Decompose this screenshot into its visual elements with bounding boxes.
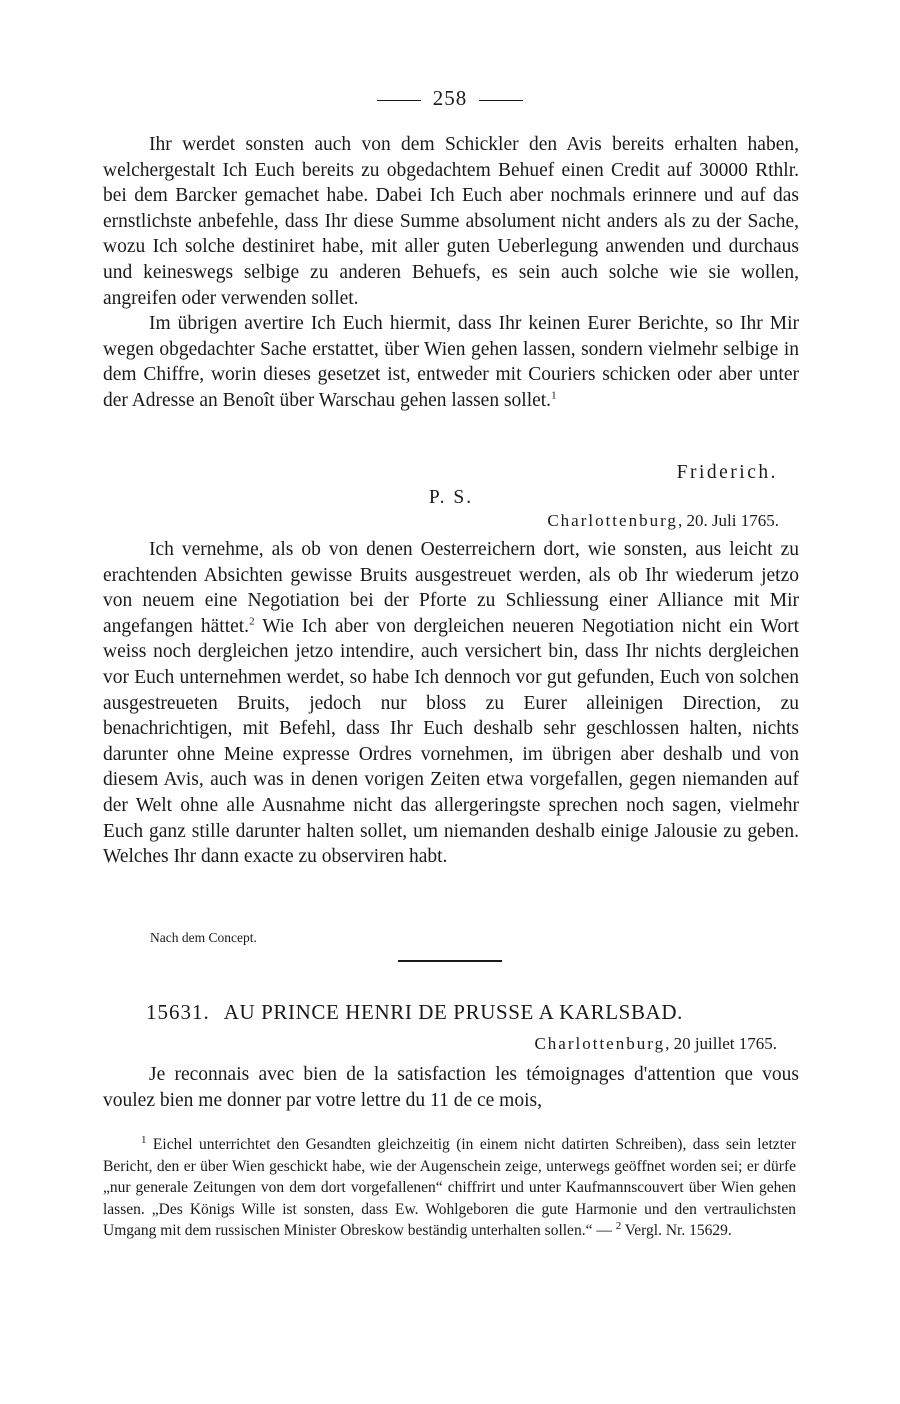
postscript-dateline <box>103 511 779 531</box>
footnote-ref-2: 2 <box>249 615 255 628</box>
paragraph-2-text: Im übrigen avertire Ich Euch hiermit, dass Ihr keinen Eurer Berichte, so Ihr Mir wegen obgedachter Sache erstattet, über Wien gehen lassen, sondern vielmehr selbige in dem Chiffre, worin dieses gesetzet ist, entweder mit Couriers schicken oder aber unter der Adresse an Benoît über Warschau gehen lassen sollet. <box>103 313 799 411</box>
page-header <box>0 86 900 111</box>
header-dash-right <box>479 100 523 101</box>
letter-title: AU PRINCE HENRI DE PRUSSE A KARLSBAD. <box>223 1000 683 1024</box>
postscript-place: Charlottenburg <box>547 511 678 530</box>
footnotes <box>103 1134 796 1242</box>
postscript-date: , 20. Juli 1765. <box>677 511 779 530</box>
footnote-ref-1: 1 <box>551 389 557 402</box>
postscript-body <box>103 537 799 870</box>
letter-date: , 20 juillet 1765. <box>665 1034 777 1053</box>
footnote-2-text: Vergl. Nr. 15629. <box>621 1222 732 1240</box>
letter-heading <box>146 1000 806 1025</box>
footnote-2-mark: 2 <box>615 1220 622 1233</box>
letter-dateline <box>103 1034 777 1054</box>
letter-place: Charlottenburg <box>534 1034 666 1053</box>
page-number: 258 <box>432 86 468 110</box>
section-divider <box>398 960 502 962</box>
header-dash-left <box>377 100 421 101</box>
paragraph-2 <box>103 311 799 413</box>
postscript-label: P. S. <box>428 487 474 508</box>
footnote-1-text: Eichel unterrichtet den Gesandten gleichzeitig (in einem nicht datirten Schreiben), dass sein letzter Bericht, den er über Wien geschickt habe, wie der Augenschein zeige, unterwegs geöffnet worden sei; er dürfe „nur generale Zeitungen von dem dort vorgefallenen“ chiffrirt und unter Kaufmannscouvert über Wien gehen lassen. „Des Königs Wille ist sonsten, dass Ew. Wohlgeboren die gute Harmonie und den vertraulichsten Umgang mit dem russischen Minister Obreskow beständig unterhalten sollen.“ — <box>103 1136 796 1240</box>
footnote-1 <box>103 1134 796 1242</box>
source-note: Nach dem Concept. <box>150 930 257 945</box>
postscript-text-b: Wie Ich aber von dergleichen neueren Negotiation nicht ein Wort weiss noch dergleichen jetzo intendire, auch versichert bin, dass Ihr nichts dergleichen vor Euch unternehmen werdet, so habe Ich dennoch vor gut gefunden, Euch von solchen ausgestreueten Bruits, jedoch nur bloss zu Eurer alleinigen Direction, zu benachrichtigen, mit Befehl, dass Ihr Euch deshalb sehr geschlossen halten, nichts darunter ohne Meine expresse Ordres vornehmen, im übrigen aber deshalb und von diesem Avis, auch was in denen vorigen Zeiten etwa vorgefallen, gegen niemanden auf der Welt ohne alle Ausnahme nicht das allergeringste sprechen noch sagen, vielmehr Euch ganz stille darunter halten sollet, um niemanden deshalb einige Jalousie zu geben. Welches Ihr dann exacte zu observiren habt. <box>103 615 799 868</box>
paragraph-1: Ihr werdet sonsten auch von dem Schickler den Avis bereits erhalten haben, welchergestalt Ich Euch bereits zu obgedachtem Behuef einen Credit auf 30000 Rthlr. bei dem Barcker gemachet habe. Dabei Ich Euch aber nochmals erinnere und auf das ernstlichste anbefehle, dass Ihr diese Summe absolument nicht anders als zu der Sache, wozu Ich solche destiniret habe, mit aller guten Ueberlegung anwenden und durchaus und keineswegs selbige zu anderen Behuefs, es sein auch solche wie sie wollen, angreifen oder verwenden sollet. <box>103 134 799 309</box>
postscript-text-a: Ich vernehme, als ob von denen Oesterreichern dort, wie sonsten, aus leicht zu erachtenden Absichten gewisse Bruits ausgestreuet werden, als ob Ihr wiederum jetzo von neuem eine Negotiation bei der Pforte zu Schliessung einer Alliance mit Mir angefangen hättet. <box>103 539 799 637</box>
footnote-1-mark: 1 <box>141 1133 147 1146</box>
postscript-paragraph <box>103 537 799 870</box>
letter2-paragraph: Je reconnais avec bien de la satisfaction les témoignages d'attention que vous voulez bien me donner par votre lettre du 11 de ce mois, <box>103 1064 799 1111</box>
letter2-body <box>103 1062 799 1113</box>
signature: Friderich. <box>676 462 778 483</box>
letter-body <box>103 132 799 414</box>
letter-number: 15631. <box>146 1000 210 1024</box>
